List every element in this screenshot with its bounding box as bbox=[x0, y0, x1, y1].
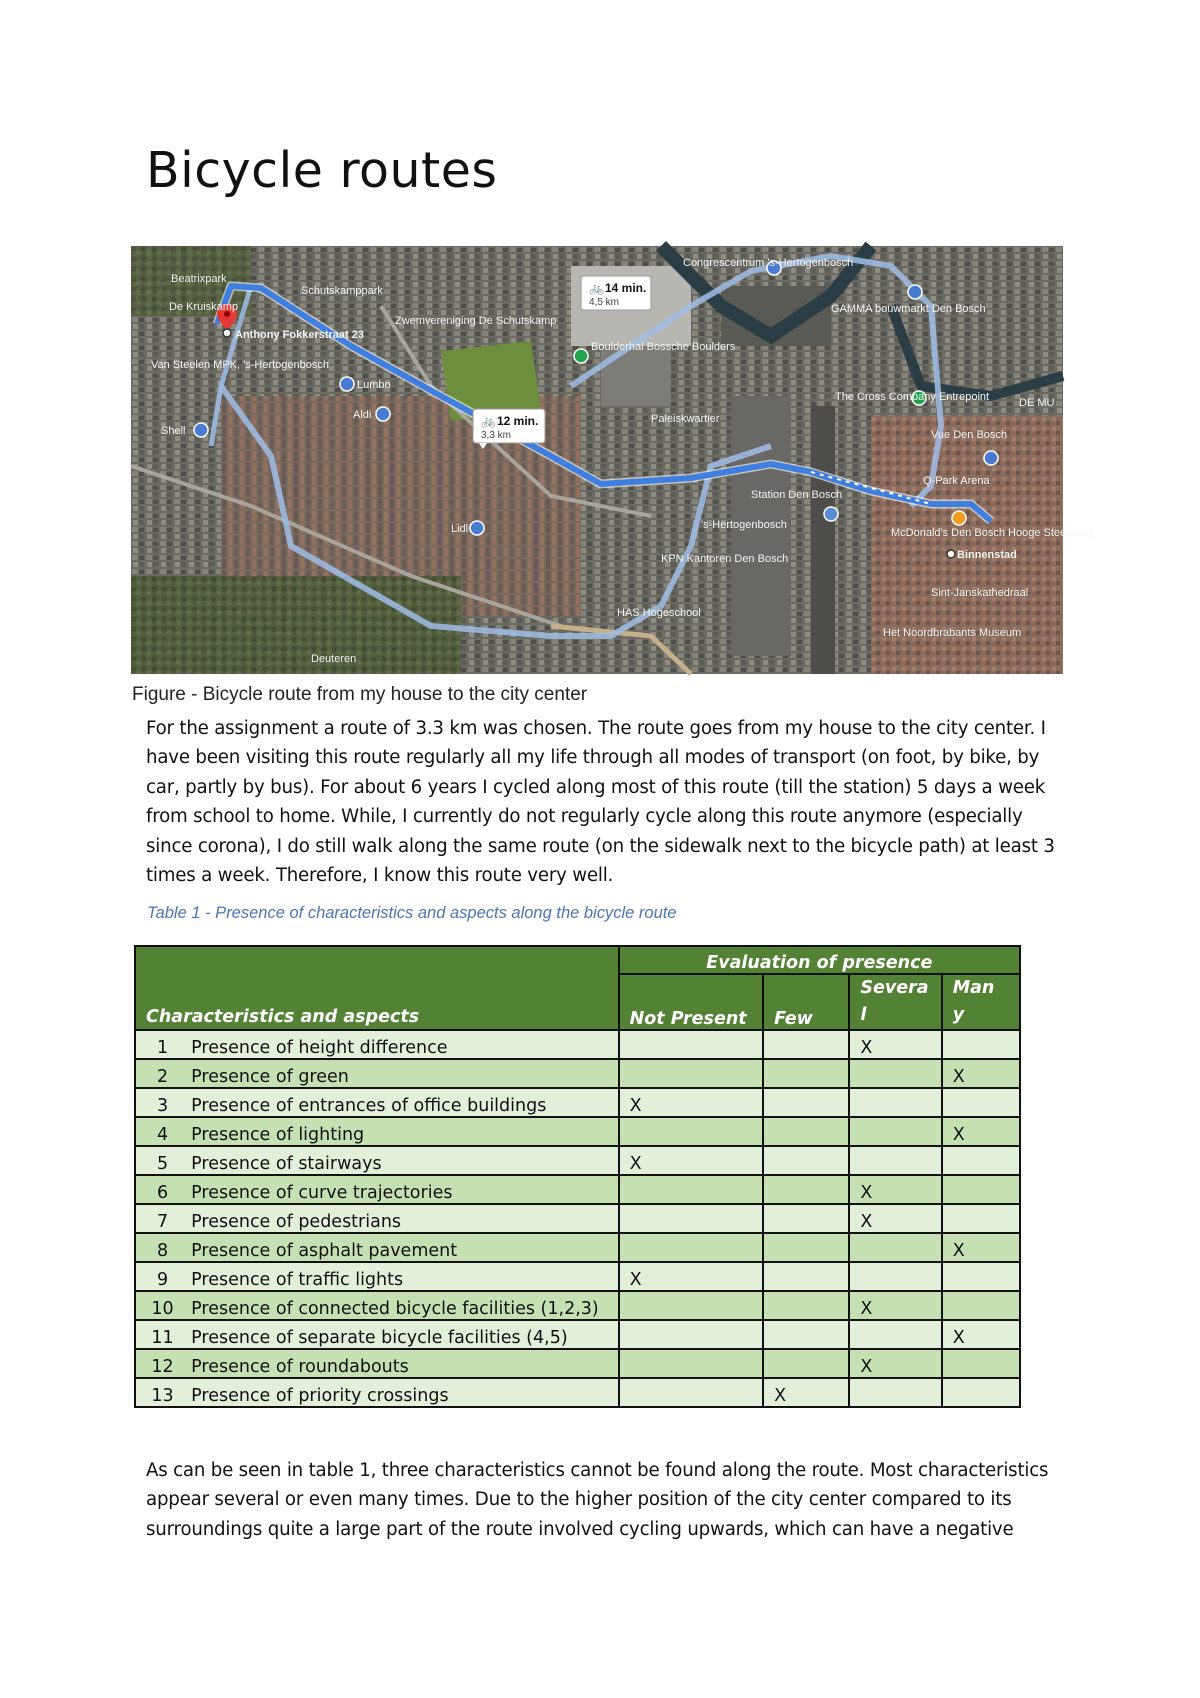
route-map-image bbox=[131, 246, 1093, 674]
row-number: 10 bbox=[135, 1291, 179, 1320]
cell-few bbox=[763, 1030, 849, 1059]
map-label-lumbo: Lumbo bbox=[357, 379, 391, 391]
cell-several: X bbox=[849, 1030, 941, 1059]
route-badge-main bbox=[473, 409, 545, 449]
cell-several bbox=[849, 1378, 941, 1407]
map-label-shell: Shell bbox=[161, 425, 186, 437]
qpark-pin-icon bbox=[984, 451, 998, 465]
cell-not-present: X bbox=[619, 1088, 763, 1117]
map-label-congress: Congrescentrum 's-Hertogenbosch bbox=[683, 257, 854, 269]
cell-not-present bbox=[619, 1204, 763, 1233]
route-alt-time: 14 min. bbox=[605, 281, 647, 295]
map-label-boulder: Boulderhal Bossche Boulders bbox=[591, 341, 736, 353]
table-row bbox=[135, 1117, 1020, 1146]
row-label: Presence of connected bicycle facilities (1,2,3) bbox=[179, 1291, 618, 1320]
characteristics-table bbox=[134, 945, 1021, 1408]
cell-many bbox=[942, 1349, 1020, 1378]
lidl-pin-icon bbox=[470, 521, 484, 535]
row-label: Presence of lighting bbox=[179, 1117, 618, 1146]
map-label-kruiskamp: De Kruiskamp bbox=[169, 301, 239, 313]
cell-not-present bbox=[619, 1349, 763, 1378]
map-label-demu: DE MU bbox=[1019, 397, 1055, 409]
cell-many bbox=[942, 1175, 1020, 1204]
lumbo-pin-icon bbox=[340, 377, 354, 391]
row-label: Presence of green bbox=[179, 1059, 618, 1088]
row-number: 3 bbox=[135, 1088, 179, 1117]
cell-few bbox=[763, 1262, 849, 1291]
map-label-zwem: Zwemvereniging De Schutskamp bbox=[395, 315, 557, 327]
cell-not-present bbox=[619, 1059, 763, 1088]
map-label-schutskamppark: Schutskamppark bbox=[301, 285, 383, 297]
row-number: 2 bbox=[135, 1059, 179, 1088]
cell-few: X bbox=[763, 1378, 849, 1407]
row-label: Presence of entrances of office buildings bbox=[179, 1088, 618, 1117]
cell-few bbox=[763, 1233, 849, 1262]
route-main-time: 12 min. bbox=[497, 414, 539, 428]
cell-many: X bbox=[942, 1117, 1020, 1146]
row-number: 13 bbox=[135, 1378, 179, 1407]
map-label-station: Station Den Bosch bbox=[751, 489, 843, 501]
cell-several bbox=[849, 1233, 941, 1262]
cell-few bbox=[763, 1320, 849, 1349]
cell-many: X bbox=[942, 1320, 1020, 1349]
row-label: Presence of curve trajectories bbox=[179, 1175, 618, 1204]
table-row bbox=[135, 1204, 1020, 1233]
table-row bbox=[135, 1349, 1020, 1378]
cell-not-present bbox=[619, 1291, 763, 1320]
row-label: Presence of roundabouts bbox=[179, 1349, 618, 1378]
map-label-qpark: Q-Park Arena bbox=[923, 475, 990, 487]
map-label-beatrixpark: Beatrixpark bbox=[171, 273, 227, 285]
table-row bbox=[135, 1378, 1020, 1407]
header-characteristics: Characteristics and aspects bbox=[135, 946, 619, 1030]
header-not-present: Not Present bbox=[619, 974, 763, 1030]
row-number: 12 bbox=[135, 1349, 179, 1378]
table-row bbox=[135, 1146, 1020, 1175]
map-label-kpn: KPN Kantoren Den Bosch bbox=[661, 553, 789, 565]
cell-many bbox=[942, 1291, 1020, 1320]
cell-several bbox=[849, 1117, 941, 1146]
row-number: 9 bbox=[135, 1262, 179, 1291]
start-dot-icon bbox=[223, 329, 231, 337]
table-caption: Table 1 - Presence of characteristics and aspects along the bicycle route bbox=[147, 904, 677, 922]
destination-dot-icon bbox=[947, 550, 955, 558]
map-label-start: Anthony Fokkerstraat 23 bbox=[235, 329, 364, 341]
route-badge-alt bbox=[581, 276, 651, 310]
cell-several: X bbox=[849, 1291, 941, 1320]
aldi-pin-icon bbox=[376, 407, 390, 421]
map-label-stjans: Sint-Janskathedraal bbox=[931, 587, 1029, 599]
row-label: Presence of pedestrians bbox=[179, 1204, 618, 1233]
cell-few bbox=[763, 1175, 849, 1204]
svg-text:🚲: 🚲 bbox=[589, 281, 604, 295]
row-label: Presence of asphalt pavement bbox=[179, 1233, 618, 1262]
cell-several: X bbox=[849, 1204, 941, 1233]
row-label: Presence of stairways bbox=[179, 1146, 618, 1175]
shell-pin-icon bbox=[194, 423, 208, 437]
cell-many: X bbox=[942, 1233, 1020, 1262]
map-label-destination: Binnenstad bbox=[957, 549, 1017, 561]
header-few: Few bbox=[763, 974, 849, 1030]
cell-not-present bbox=[619, 1233, 763, 1262]
figure-caption: Figure - Bicycle route from my house to the city center bbox=[132, 684, 588, 705]
row-number: 5 bbox=[135, 1146, 179, 1175]
cell-several: X bbox=[849, 1349, 941, 1378]
row-number: 6 bbox=[135, 1175, 179, 1204]
table-row bbox=[135, 1059, 1020, 1088]
map-label-paleiskwartier: Paleiskwartier bbox=[651, 413, 720, 425]
row-number: 8 bbox=[135, 1233, 179, 1262]
map-label-vue: Vue Den Bosch bbox=[931, 429, 1008, 441]
cell-not-present bbox=[619, 1030, 763, 1059]
map-label-gamma: GAMMA bouwmarkt Den Bosch bbox=[831, 303, 986, 315]
cell-several bbox=[849, 1262, 941, 1291]
header-many: Man y bbox=[942, 974, 1020, 1030]
cell-several bbox=[849, 1320, 941, 1349]
map-label-has: HAS Hogeschool bbox=[617, 607, 701, 619]
cell-many bbox=[942, 1378, 1020, 1407]
cell-not-present bbox=[619, 1378, 763, 1407]
intro-paragraph: For the assignment a route of 3.3 km was chosen. The route goes from my house to the city center. I have been visiting this route regularly all my life through all modes of transport (on foot, by bike, by car, partly by bus). For about 6 years I cycled along most of this route (till the station) 5 days a week from school to home. While, I currently do not regularly cycle along this route anymore (especially since corona), I do still walk along the same route (on the sidewalk next to the bicycle path) at least 3 times a week. Therefore, I know this route very well. bbox=[146, 718, 1055, 887]
row-label: Presence of traffic lights bbox=[179, 1262, 618, 1291]
map-label-mcd: McDonald's Den Bosch Hooge Steenweg bbox=[891, 527, 1093, 539]
page-title: Bicycle routes bbox=[146, 142, 498, 199]
table-row bbox=[135, 1262, 1020, 1291]
row-label: Presence of height difference bbox=[179, 1030, 618, 1059]
header-several: Severa l bbox=[849, 974, 941, 1030]
map-label-museum: Het Noordbrabants Museum bbox=[883, 627, 1022, 639]
row-number: 4 bbox=[135, 1117, 179, 1146]
route-alt-distance: 4,5 km bbox=[589, 297, 620, 308]
header-evaluation: Evaluation of presence bbox=[619, 946, 1020, 974]
cell-many bbox=[942, 1030, 1020, 1059]
cell-many bbox=[942, 1088, 1020, 1117]
cell-several bbox=[849, 1059, 941, 1088]
table-row bbox=[135, 1088, 1020, 1117]
cell-not-present bbox=[619, 1117, 763, 1146]
cell-many bbox=[942, 1204, 1020, 1233]
cell-not-present bbox=[619, 1320, 763, 1349]
cell-few bbox=[763, 1291, 849, 1320]
conclusion-paragraph: As can be seen in table 1, three characteristics cannot be found along the route. Most characteristics appear several or even many times. Due to the higher position of the city center compared to its surroundings quite a large part of the route involved cycling upwards, which can have a negative bbox=[146, 1460, 1049, 1540]
station-icon bbox=[824, 507, 838, 521]
row-number: 7 bbox=[135, 1204, 179, 1233]
cell-not-present: X bbox=[619, 1146, 763, 1175]
row-label: Presence of priority crossings bbox=[179, 1378, 618, 1407]
map-label-lidl: Lidl bbox=[451, 523, 469, 535]
cell-few bbox=[763, 1059, 849, 1088]
table-row bbox=[135, 1030, 1020, 1059]
cell-several: X bbox=[849, 1175, 941, 1204]
map-label-vansteelen: Van Steelen MPK, 's-Hertogenbosch bbox=[151, 359, 329, 371]
cell-few bbox=[763, 1088, 849, 1117]
restaurant-icon bbox=[952, 511, 966, 525]
cell-few bbox=[763, 1117, 849, 1146]
cell-few bbox=[763, 1146, 849, 1175]
map-label-aldi: Aldi bbox=[353, 409, 372, 421]
map-label-crosscomp: The Cross Company Entrepoint bbox=[835, 391, 990, 403]
cell-not-present: X bbox=[619, 1262, 763, 1291]
table-row bbox=[135, 1175, 1020, 1204]
cell-many bbox=[942, 1262, 1020, 1291]
boulder-pin-icon bbox=[574, 349, 588, 363]
cell-few bbox=[763, 1349, 849, 1378]
row-number: 1 bbox=[135, 1030, 179, 1059]
map-label-deuteren: Deuteren bbox=[311, 653, 357, 665]
row-number: 11 bbox=[135, 1320, 179, 1349]
table-row bbox=[135, 1233, 1020, 1262]
table-row bbox=[135, 1320, 1020, 1349]
svg-text:🚲: 🚲 bbox=[481, 414, 496, 428]
table-row bbox=[135, 1291, 1020, 1320]
cell-many: X bbox=[942, 1059, 1020, 1088]
cell-several bbox=[849, 1146, 941, 1175]
cell-many bbox=[942, 1146, 1020, 1175]
gamma-pin-icon bbox=[908, 285, 922, 299]
row-label: Presence of separate bicycle facilities (4,5) bbox=[179, 1320, 618, 1349]
cell-not-present bbox=[619, 1175, 763, 1204]
route-main-distance: 3,3 km bbox=[481, 430, 512, 441]
cell-several bbox=[849, 1088, 941, 1117]
cell-few bbox=[763, 1204, 849, 1233]
map-label-station2: 's-Hertogenbosch bbox=[701, 519, 787, 531]
